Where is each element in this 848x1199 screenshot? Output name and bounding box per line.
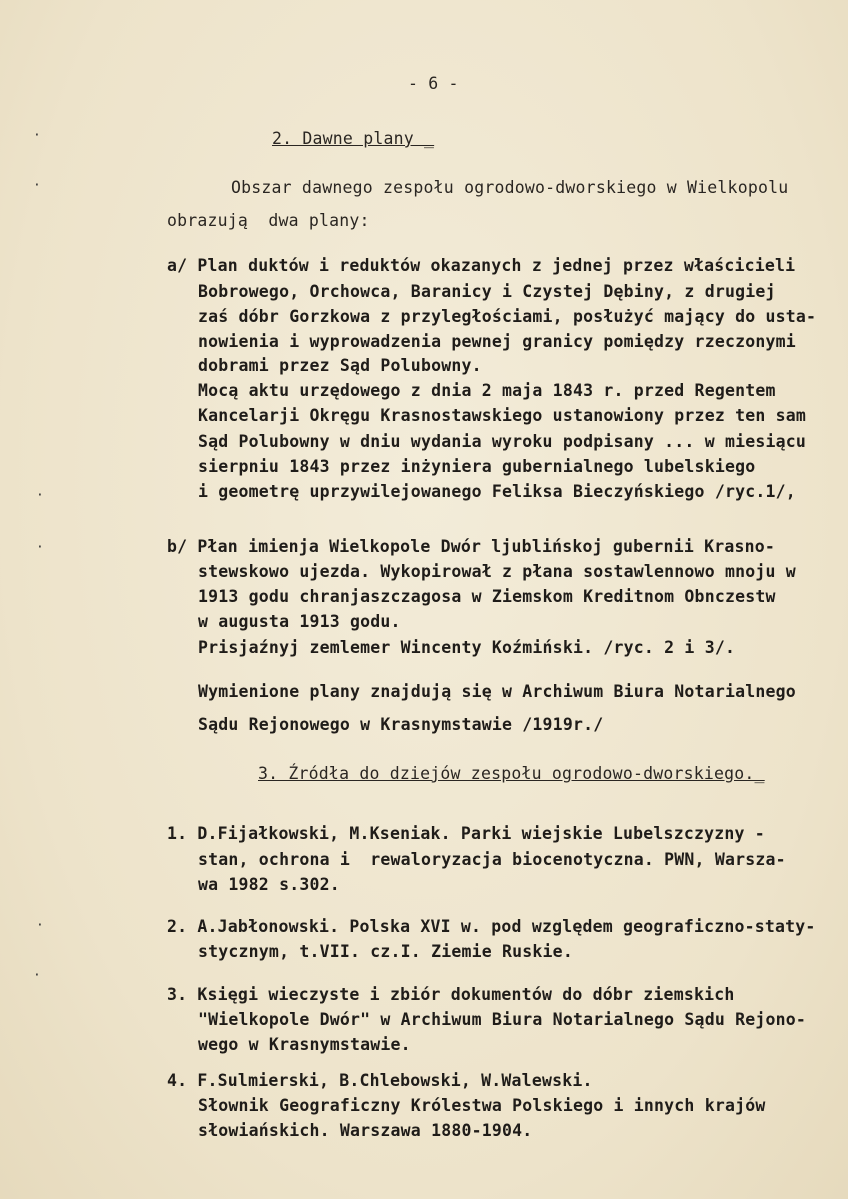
plan-a-line: a/ Plan duktów i reduktów okazanych z jednej przez właścicieli	[167, 256, 796, 275]
margin-mark: ·	[36, 540, 44, 555]
source-2-line: stycznym, t.VII. cz.I. Ziemie Ruskie.	[198, 942, 573, 961]
source-4-line: 4. F.Sulmierski, B.Chlebowski, W.Walewski.	[167, 1071, 593, 1090]
source-4-line: Słownik Geograficzny Królestwa Polskiego i innych krajów	[198, 1096, 766, 1115]
source-2-line: 2. A.Jabłonowski. Polska XVI w. pod względem geograficzno-staty-	[167, 917, 816, 936]
plan-a-line: dobrami przez Sąd Polubowny.	[198, 356, 482, 375]
plan-b-line: 1913 godu chranjaszczagosa w Ziemskom Kreditnom Obnczestw	[198, 587, 776, 606]
margin-mark: ·	[33, 128, 41, 143]
source-1-line: 1. D.Fijałkowski, M.Kseniak. Parki wiejskie Lubelszczyzny -	[167, 824, 765, 843]
source-1-line: stan, ochrona i rewaloryzacja biocenotyczna. PWN, Warsza-	[198, 850, 786, 869]
source-3-line: 3. Księgi wieczyste i zbiór dokumentów do dóbr ziemskich	[167, 985, 735, 1004]
source-4-line: słowiańskich. Warszawa 1880-1904.	[198, 1121, 533, 1140]
plan-a-line: nowienia i wyprowadzenia pewnej granicy pomiędzy rzeczonymi	[198, 332, 796, 351]
plan-b-line: w augusta 1913 godu.	[198, 612, 401, 631]
plan-b-line: Prisjaźnyj zemlemer Wincenty Koźmiński. /ryc. 2 i 3/.	[198, 638, 736, 657]
plan-a-line: Kancelarji Okręgu Krasnostawskiego ustanowiony przez ten sam	[198, 406, 807, 425]
page-number: - 6 -	[408, 74, 459, 93]
margin-mark: ·	[33, 968, 41, 983]
source-1-line: wa 1982 s.302.	[198, 875, 340, 894]
source-3-line: "Wielkopole Dwór" w Archiwum Biura Notarialnego Sądu Rejono-	[198, 1010, 807, 1029]
plan-a-line: sierpniu 1843 przez inżyniera gubernialnego lubelskiego	[198, 457, 756, 476]
archive-note-line: Wymienione plany znajdują się w Archiwum Biura Notarialnego	[198, 682, 796, 701]
margin-mark: ·	[36, 918, 44, 933]
intro-line: Obszar dawnego zespołu ogrodowo-dworskiego w Wielkopolu	[231, 178, 789, 197]
margin-mark: ·	[33, 178, 41, 193]
section-heading-plans: 2. Dawne plany _	[272, 129, 435, 148]
margin-mark: ·	[36, 488, 44, 503]
section-heading-sources: 3. Źródła do dziejów zespołu ogrodowo-dworskiego._	[258, 764, 765, 783]
plan-a-line: Sąd Polubowny w dniu wydania wyroku podpisany ... w miesiącu	[198, 432, 807, 451]
plan-b-line: stewskowo ujezda. Wykopirował z płana sostawlennowo mnoju w	[198, 562, 796, 581]
plan-a-line: zaś dóbr Gorzkowa z przyległościami, posłużyć mający do usta-	[198, 307, 817, 326]
plan-a-line: Mocą aktu urzędowego z dnia 2 maja 1843 r. przed Regentem	[198, 381, 776, 400]
archive-note-line: Sądu Rejonowego w Krasnymstawie /1919r./	[198, 715, 604, 734]
plan-a-line: i geometrę uprzywilejowanego Feliksa Bieczyńskiego /ryc.1/,	[198, 482, 796, 501]
plan-b-line: b/ Płan imienja Wielkopole Dwór ljublińskoj gubernii Krasno-	[167, 537, 776, 556]
intro-line: obrazują dwa plany:	[167, 211, 370, 230]
plan-a-line: Bobrowego, Orchowca, Baranicy i Czystej Dębiny, z drugiej	[198, 282, 776, 301]
source-3-line: wego w Krasnymstawie.	[198, 1035, 411, 1054]
